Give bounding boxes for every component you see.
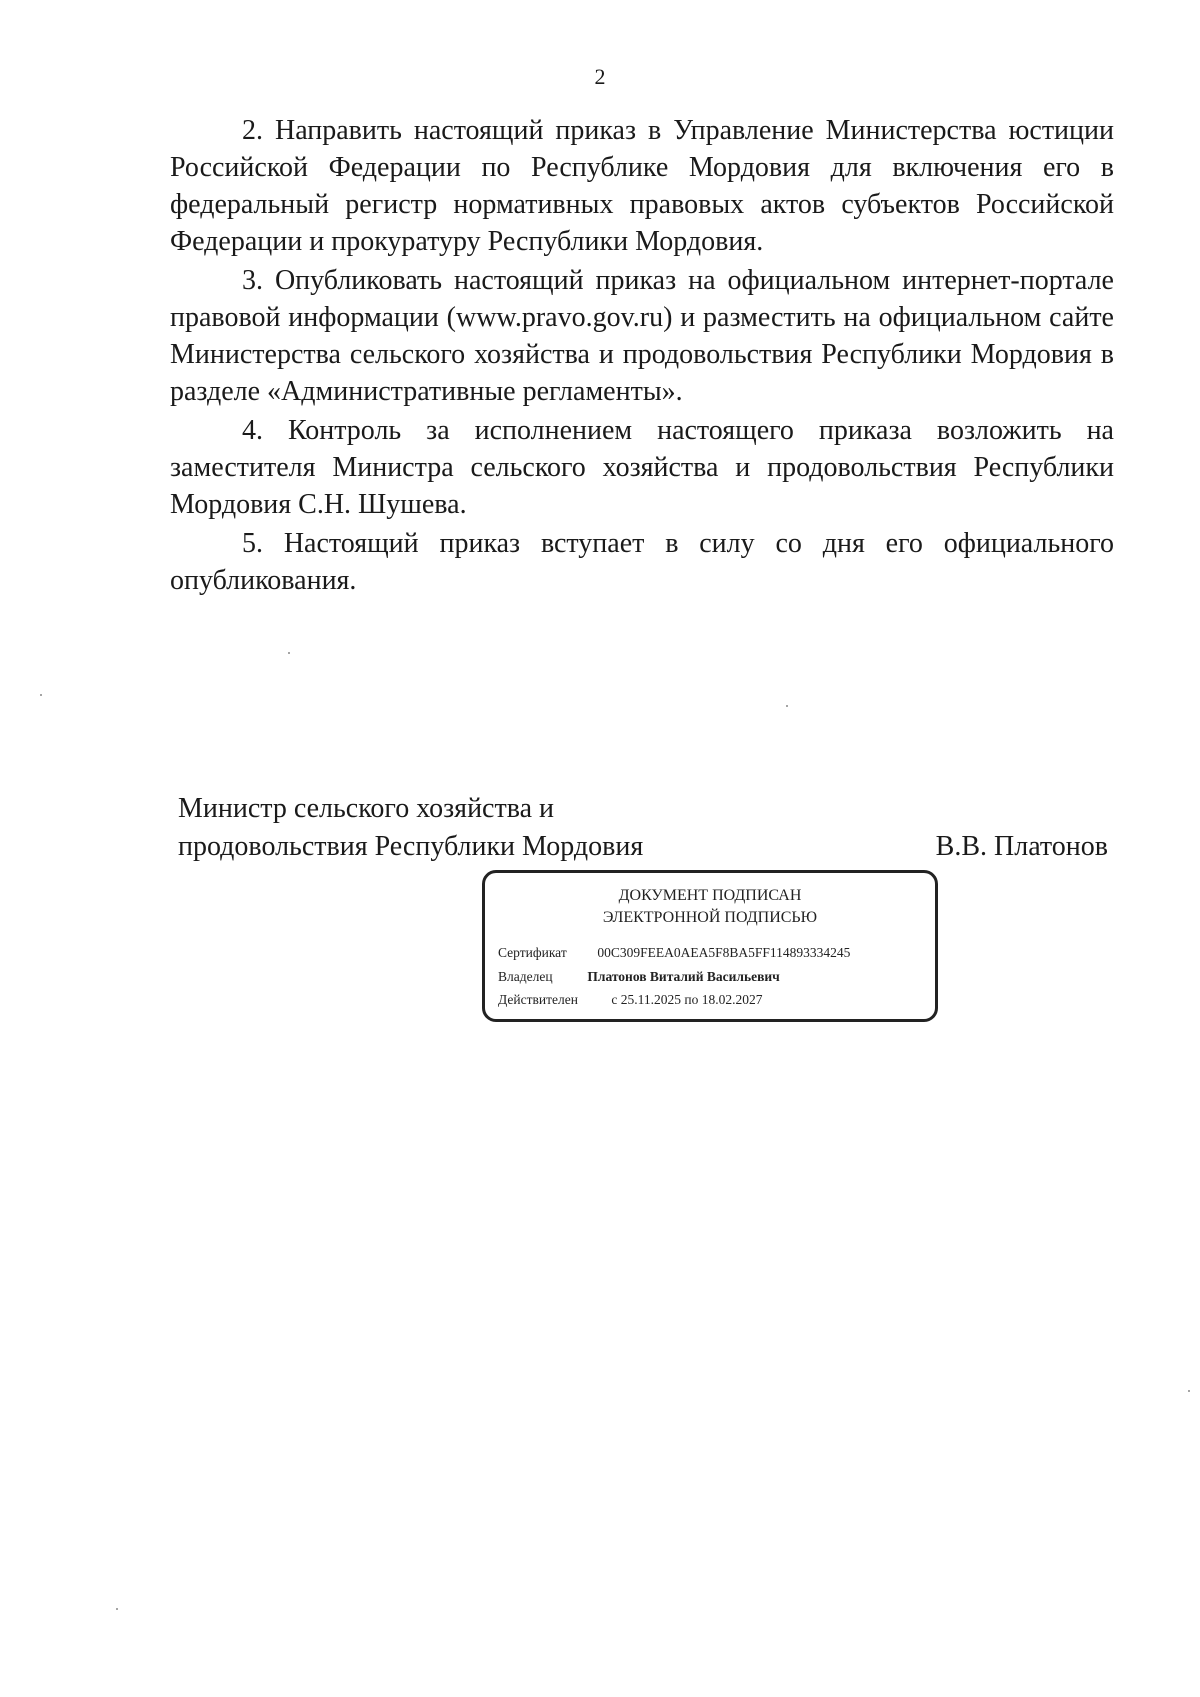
stamp-certificate-row — [498, 945, 850, 961]
signatory-name: В.В. Платонов — [935, 831, 1108, 862]
paragraph-3: 3. Опубликовать настоящий приказ на официальном интернет-портале правовой информации (www.pravo.gov.ru) и разместить на официальном сайте Министерства сельского хозяйства и продовольствия Республики Мордовия в разделе «Административные регламенты». — [170, 265, 1114, 407]
scan-speck — [786, 705, 788, 707]
stamp-validity-label: Действителен — [498, 992, 578, 1007]
signature-block — [178, 790, 1108, 866]
paragraph-5: 5. Настоящий приказ вступает в силу со дня его официального опубликования. — [170, 528, 1114, 596]
paragraph-2: 2. Направить настоящий приказ в Управление Министерства юстиции Российской Федерации по Республике Мордовия для включения его в федеральный регистр нормативных правовых актов субъектов Российской Федерации и прокуратуру Республики Мордовия. — [170, 115, 1114, 257]
scan-speck — [40, 694, 42, 696]
document-body — [170, 112, 1114, 601]
signatory-title-line-2: продовольствия Республики Мордовия — [178, 831, 644, 862]
scan-speck — [1188, 1390, 1190, 1392]
electronic-signature-stamp — [482, 870, 938, 1022]
stamp-owner-row — [498, 969, 780, 985]
paragraph-4: 4. Контроль за исполнением настоящего приказа возложить на заместителя Министра сельского хозяйства и продовольствия Республики Мордовия С.Н. Шушева. — [170, 415, 1114, 520]
stamp-certificate-value: 00C309FEEA0AEA5F8BA5FF114893334245 — [597, 945, 851, 960]
stamp-validity-value: с 25.11.2025 по 18.02.2027 — [611, 992, 763, 1007]
stamp-validity-row — [498, 992, 762, 1008]
signatory-title-line-1: Министр сельского хозяйства и — [178, 793, 554, 824]
page-number: 2 — [594, 64, 606, 89]
stamp-certificate-label: Сертификат — [498, 945, 567, 960]
stamp-owner-value: Платонов Виталий Васильевич — [587, 969, 780, 984]
stamp-title — [485, 885, 935, 929]
stamp-title-line-1: ДОКУМЕНТ ПОДПИСАН — [618, 887, 802, 904]
scan-speck — [288, 652, 290, 654]
stamp-title-line-2: ЭЛЕКТРОННОЙ ПОДПИСЬЮ — [602, 909, 818, 926]
stamp-owner-label: Владелец — [498, 969, 553, 984]
scan-speck — [116, 1608, 118, 1610]
